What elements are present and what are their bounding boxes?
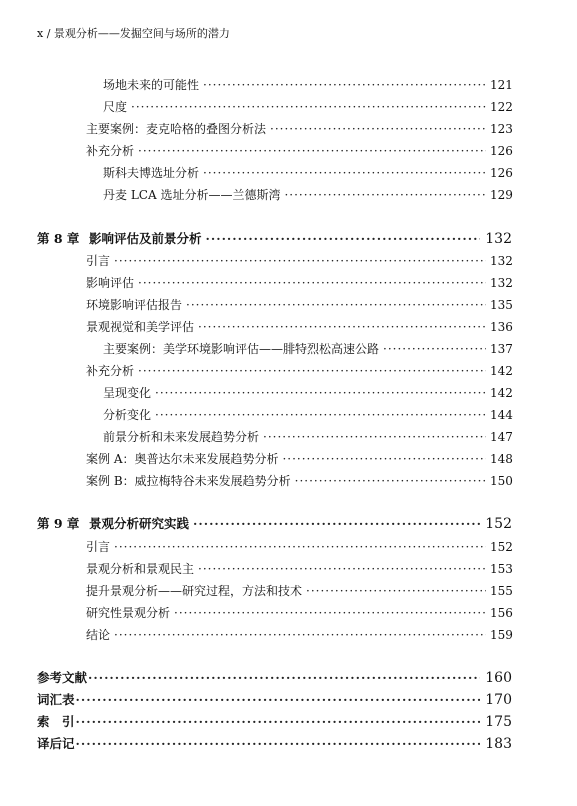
toc-entry[interactable] [86, 582, 512, 599]
toc-entry-page: 122 [490, 100, 513, 114]
toc-entry-label: 影响评估 [86, 276, 135, 290]
toc-entry-page: 147 [490, 430, 513, 444]
toc-entry[interactable] [86, 538, 512, 555]
toc-entry-page: 126 [490, 144, 513, 158]
chapter-title: 景观分析研究实践 [89, 516, 190, 531]
leader-dots [114, 254, 486, 268]
leader-dots [138, 144, 486, 158]
toc-entry-label: 呈现变化 [103, 386, 152, 400]
leader-dots [138, 276, 486, 290]
toc-entry-page: 136 [490, 320, 513, 334]
back-matter-page: 175 [485, 714, 512, 730]
toc-entry[interactable] [86, 274, 512, 291]
toc-entry-label: 引言 [86, 540, 111, 554]
toc-entry-label: 案例 B：威拉梅特谷未来发展趋势分析 [86, 474, 291, 488]
toc-entry[interactable] [103, 164, 512, 181]
toc-entry-label: 主要案例：美学环境影响评估——腓特烈松高速公路 [103, 342, 380, 356]
toc-entry[interactable] [86, 560, 512, 577]
toc-entry[interactable] [103, 428, 512, 445]
toc-entry-page: 121 [490, 78, 513, 92]
leader-dots [198, 320, 486, 334]
toc-entry-page: 150 [490, 474, 513, 488]
toc-entry-label: 前景分析和未来发展趋势分析 [103, 430, 260, 444]
leader-dots [193, 516, 480, 531]
back-matter-entry[interactable] [37, 690, 512, 708]
back-matter-entry[interactable] [37, 712, 512, 730]
toc-entry-label: 案例 A：奥普达尔未来发展趋势分析 [86, 452, 279, 466]
toc-entry[interactable] [103, 76, 512, 93]
leader-dots [114, 540, 486, 554]
leader-dots [131, 100, 486, 114]
toc-entry-page: 142 [490, 364, 513, 378]
chapter-9-heading [37, 514, 189, 532]
toc-entry-label: 补充分析 [86, 144, 135, 158]
leader-dots [155, 408, 486, 422]
chapter-number: 第 9 章 [37, 516, 80, 531]
toc-entry-label: 斯科夫博选址分析 [103, 166, 200, 180]
chapter-title: 影响评估及前景分析 [89, 231, 202, 246]
leader-dots [155, 386, 486, 400]
toc-entry-label: 引言 [86, 254, 111, 268]
toc-entry-page: 159 [490, 628, 513, 642]
leader-dots [295, 474, 486, 488]
back-matter-page: 183 [485, 736, 512, 752]
toc-entry-page: 152 [490, 540, 513, 554]
chapter-page: 132 [485, 231, 512, 247]
toc-entry-page: 135 [490, 298, 513, 312]
toc-entry-page: 148 [490, 452, 513, 466]
back-matter-label: 索 引 [37, 714, 75, 729]
back-matter-entry[interactable] [37, 734, 512, 752]
toc-entry[interactable] [103, 384, 512, 401]
chapter-8-entry[interactable] [37, 229, 512, 247]
toc-entry[interactable] [103, 186, 512, 203]
leader-dots [186, 298, 486, 312]
leader-dots [383, 342, 486, 356]
leader-dots [203, 78, 486, 92]
toc-entry-label: 补充分析 [86, 364, 135, 378]
toc-entry[interactable] [86, 626, 512, 643]
leader-dots [76, 714, 480, 729]
toc-entry[interactable] [86, 362, 512, 379]
toc-entry[interactable] [86, 296, 512, 313]
toc-entry-label: 主要案例：麦克哈格的叠图分析法 [86, 122, 267, 136]
back-matter-page: 170 [485, 692, 512, 708]
leader-dots [306, 584, 486, 598]
toc-entry-page: 132 [490, 254, 513, 268]
toc-entry[interactable] [86, 142, 512, 159]
leader-dots [203, 166, 486, 180]
leader-dots [88, 670, 480, 685]
back-matter-entry[interactable] [37, 668, 512, 686]
toc-entry-page: 132 [490, 276, 513, 290]
chapter-9-entry[interactable] [37, 514, 512, 532]
toc-entry-page: 156 [490, 606, 513, 620]
leader-dots [174, 606, 486, 620]
toc-entry[interactable] [86, 604, 512, 621]
leader-dots [114, 628, 486, 642]
toc-entry[interactable] [103, 340, 512, 357]
toc-entry-page: 153 [490, 562, 513, 576]
back-matter-label: 译后记 [37, 736, 75, 751]
toc-entry-label: 结论 [86, 628, 111, 642]
toc-entry-page: 144 [490, 408, 513, 422]
leader-dots [198, 562, 486, 576]
toc-entry-label: 尺度 [103, 100, 128, 114]
leader-dots [284, 188, 486, 202]
toc-entry[interactable] [86, 450, 512, 467]
running-header: x / 景观分析——发掘空间与场所的潜力 [37, 27, 230, 40]
toc-entry[interactable] [86, 318, 512, 335]
back-matter-label: 词汇表 [37, 692, 75, 707]
toc-entry[interactable] [103, 98, 512, 115]
toc-entry-label: 环境影响评估报告 [86, 298, 183, 312]
leader-dots [76, 692, 480, 707]
toc-entry-page: 126 [490, 166, 513, 180]
toc-entry[interactable] [86, 472, 512, 489]
toc-entry-label: 景观视觉和美学评估 [86, 320, 195, 334]
toc-entry-page: 155 [490, 584, 513, 598]
leader-dots [263, 430, 486, 444]
back-matter-page: 160 [485, 670, 512, 686]
toc-entry-page: 142 [490, 386, 513, 400]
leader-dots [138, 364, 486, 378]
leader-dots [270, 122, 486, 136]
toc-entry-label: 提升景观分析——研究过程，方法和技术 [86, 584, 303, 598]
toc-entry-label: 研究性景观分析 [86, 606, 171, 620]
chapter-page: 152 [485, 516, 512, 532]
chapter-8-heading [37, 229, 202, 247]
toc-entry-label: 景观分析和景观民主 [86, 562, 195, 576]
toc-entry-page: 129 [490, 188, 513, 202]
leader-dots [76, 736, 480, 751]
back-matter-label: 参考文献 [37, 670, 88, 685]
toc-entry-page: 137 [490, 342, 513, 356]
leader-dots [282, 452, 486, 466]
toc-entry[interactable] [86, 252, 512, 269]
leader-dots [206, 231, 480, 246]
toc-entry-label: 丹麦 LCA 选址分析——兰德斯湾 [103, 188, 281, 202]
chapter-number: 第 8 章 [37, 231, 80, 246]
toc-entry-page: 123 [490, 122, 513, 136]
toc-entry-label: 场地未来的可能性 [103, 78, 200, 92]
toc-entry[interactable] [103, 406, 512, 423]
toc-entry-label: 分析变化 [103, 408, 152, 422]
toc-entry[interactable] [86, 120, 512, 137]
